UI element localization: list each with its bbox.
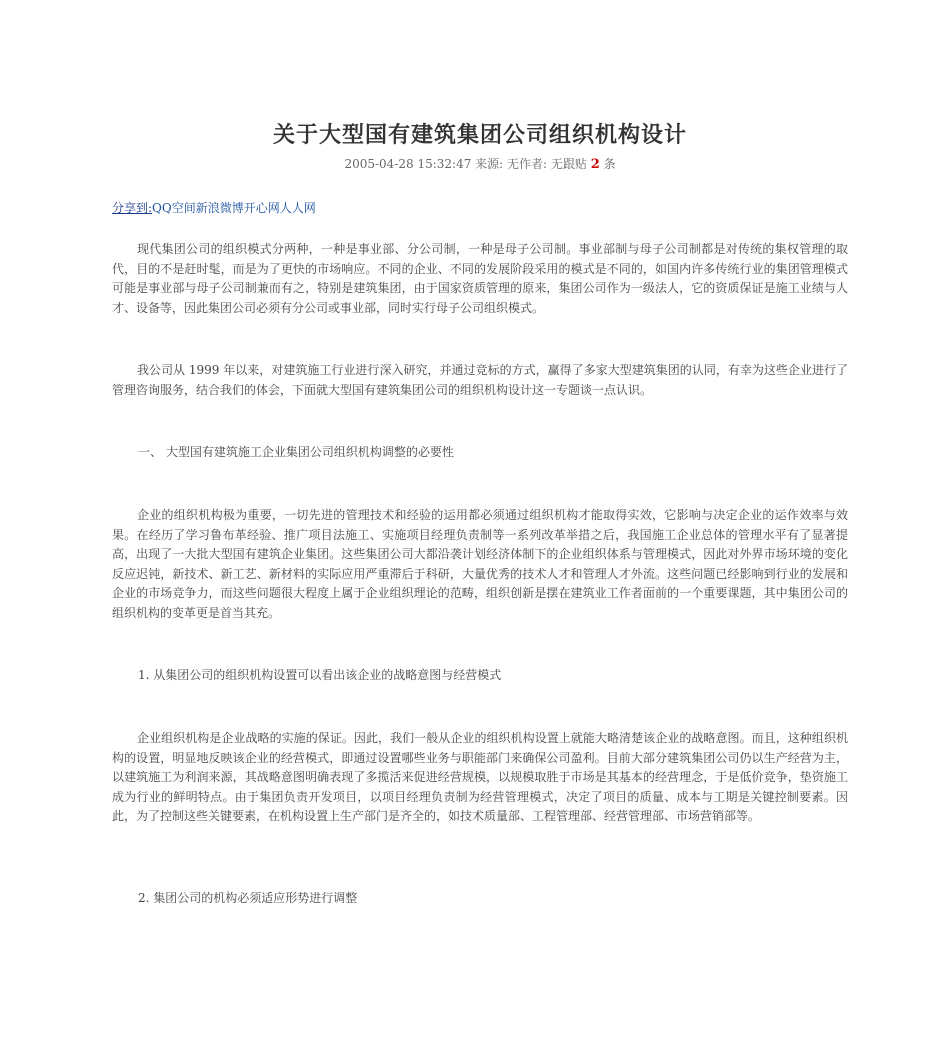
section-heading-1: 一、 大型国有建筑施工企业集团公司组织机构调整的必要性 (138, 445, 454, 459)
share-link-qzone[interactable]: QQ空间 (152, 201, 196, 215)
share-link-kaixin[interactable]: 开心网 (243, 201, 280, 215)
share-link-weibo[interactable]: 新浪微博 (195, 201, 244, 215)
subsection-heading-2: 2. 集团公司的机构必须适应形势进行调整 (138, 891, 358, 905)
paragraph-strategy: 企业组织机构是企业战略的实施的保证。因此，我们一般从企业的组织机构设置上就能大略清楚该企业的战略意图。而且，这种组织机构的设置，明显地反映该企业的经营模式，即通过设置哪些业务与职能部门来确保公司盈利。目前大部分建筑集团公司仍以生产经营为主，以建筑施工为利润来源，其战略意图明确表现了多揽活来促进经营规模，以规模取胜于市场是其基本的经营理念，于是低价竞争，垫资施工成为行业的鲜明特点。由于集团负责开发项目，以项目经理负责制为经营管理模式，决定了项目的质量、成本与工期是关键控制要素。因此，为了控制这些关键要素，在机构设置上生产部门是齐全的，如技术质量部、工程管理部、经营管理部、市场营销部等。 (112, 731, 848, 824)
article-meta (112, 155, 848, 172)
paragraph-intro: 现代集团公司的组织模式分两种，一种是事业部、分公司制，一种是母子公司制。事业部制与母子公司制都是对传统的集权管理的取代，目的不是赶时髦，而是为了更快的市场响应。不同的企业、不同的发展阶段采用的模式是不同的，如国内许多传统行业的集团管理模式可能是事业部与母子公司制兼而有之，特别是建筑集团，由于国家资质管理的原来，集团公司作为一级法人，它的资质保证是施工业绩与人才、设备等，因此集团公司必须有分公司或事业部，同时实行母子公司组织模式。 (112, 242, 848, 315)
comment-count[interactable]: 2 (590, 157, 600, 172)
paragraph-necessity: 企业的组织机构极为重要，一切先进的管理技术和经验的运用都必须通过组织机构才能取得实效，它影响与决定企业的运作效率与效果。在经历了学习鲁布革经验、推广项目法施工、实施项目经理负责制等一系列改革举措之后，我国施工企业总体的管理水平有了显著提高，出现了一大批大型国有建筑企业集团。这些集团公司大都沿袭计划经济体制下的企业组织体系与管理模式，因此对外界市场环境的变化反应迟钝，新技术、新工艺、新材料的实际应用严重滞后于科研，大量优秀的技术人才和管理人才外流。这些问题已经影响到行业的发展和企业的市场竞争力，而这些问题很大程度上属于企业组织理论的范畴，组织创新是摆在建筑业工作者面前的一个重要课题，其中集团公司的组织机构的变革更是首当其充。 (112, 508, 848, 620)
share-label[interactable]: 分享到: (112, 201, 153, 215)
paragraph-company: 我公司从 1999 年以来，对建筑施工行业进行深入研究，并通过竞标的方式，赢得了多家大型建筑集团的认同，有幸为这些企业进行了管理咨询服务，结合我们的体会，下面就大型国有建筑集团公司的组织机构设计这一专题谈一点认识。 (112, 363, 848, 397)
article-meta-info: 2005-04-28 15:32:47 来源: 无作者: 无跟贴 (344, 157, 591, 171)
subsection-heading-1: 1. 从集团公司的组织机构设置可以看出该企业的战略意图与经营模式 (138, 668, 502, 682)
share-link-renren[interactable]: 人人网 (279, 201, 316, 215)
article-title: 关于大型国有建筑集团公司组织机构设计 (272, 122, 687, 148)
article-meta-suffix: 条 (599, 157, 616, 171)
share-bar (112, 199, 316, 216)
